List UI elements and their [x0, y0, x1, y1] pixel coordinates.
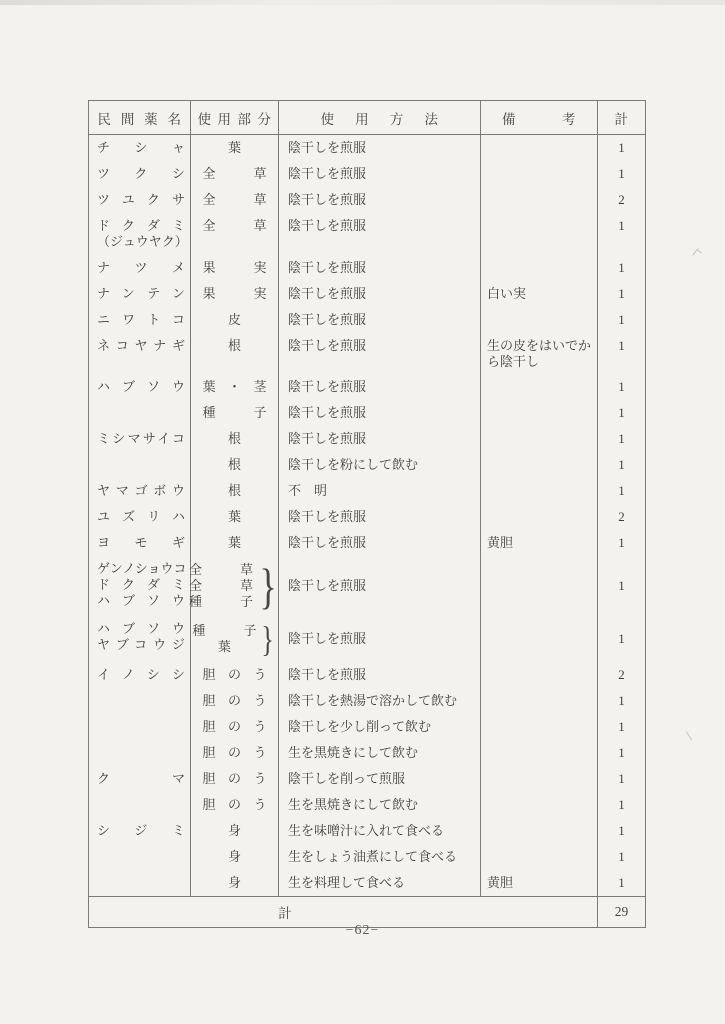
name-cell [89, 187, 191, 213]
note-cell [481, 714, 598, 740]
method-cell: 生をしょう油煮にして食べる [279, 844, 481, 870]
part-cell [191, 213, 279, 255]
table-row [89, 333, 646, 374]
note-cell [481, 844, 598, 870]
part-text: 種子 [192, 623, 257, 638]
note-cell [481, 740, 598, 766]
method-cell: 陰干しを煎服 [279, 255, 481, 281]
part-cell [191, 374, 279, 400]
count-cell: 2 [598, 662, 646, 688]
name-text: ミシマサイコ [97, 431, 185, 446]
count-cell: 1 [598, 255, 646, 281]
note-cell [481, 426, 598, 452]
name-cell [89, 662, 191, 688]
part-text: 身 [227, 875, 241, 890]
note-cell [481, 255, 598, 281]
part-cell [191, 135, 279, 162]
note-cell [481, 135, 598, 162]
part-text: 根 [227, 431, 241, 446]
table-body [89, 135, 646, 897]
note-cell [481, 187, 598, 213]
part-text: 種子 [189, 594, 253, 609]
part-text: 全草 [202, 166, 267, 181]
note-cell [481, 504, 598, 530]
header-method-label: 使用方法 [320, 111, 439, 127]
table-row [89, 714, 646, 740]
name-text: ドクダミ [97, 218, 185, 233]
page-number: −62− [345, 923, 380, 938]
part-cell [191, 662, 279, 688]
note-cell [481, 213, 598, 255]
note-cell [481, 161, 598, 187]
part-text: 胆のう [202, 719, 267, 734]
note-cell [481, 616, 598, 662]
count-cell: 1 [598, 870, 646, 897]
name-cell [89, 374, 191, 400]
name-cell [89, 792, 191, 818]
table-row [89, 478, 646, 504]
count-cell: 2 [598, 187, 646, 213]
name-cell [89, 333, 191, 374]
name-cell [89, 400, 191, 426]
header-note-label: 備考 [502, 111, 576, 127]
method-cell: 生を黒焼きにして飲む [279, 740, 481, 766]
part-cell [191, 870, 279, 897]
table-row [89, 281, 646, 307]
part-cell [191, 161, 279, 187]
note-cell [481, 400, 598, 426]
part-cell [191, 452, 279, 478]
part-text: 根 [227, 338, 241, 353]
name-cell [89, 281, 191, 307]
method-cell: 陰干しを少し削って飲む [279, 714, 481, 740]
method-cell: 陰干しを煎服 [279, 307, 481, 333]
part-cell [191, 556, 279, 616]
table-row [89, 870, 646, 897]
name-cell [89, 530, 191, 556]
count-cell: 1 [598, 844, 646, 870]
name-text: ニワトコ [97, 312, 185, 327]
table-row [89, 662, 646, 688]
header-note [481, 101, 598, 135]
name-text: ハブソウ [97, 593, 185, 608]
part-text: 身 [227, 849, 241, 864]
note-cell: 生の皮をはいでから陰干し [481, 333, 598, 374]
table-row [89, 374, 646, 400]
part-cell [191, 400, 279, 426]
total-count: 29 [598, 897, 646, 928]
table-row [89, 187, 646, 213]
group-brace: } [261, 619, 275, 659]
name-text: （ジュウヤク） [97, 234, 188, 249]
method-cell: 陰干しを煎服 [279, 161, 481, 187]
note-cell: 黄胆 [481, 530, 598, 556]
header-method [279, 101, 481, 135]
table-row [89, 161, 646, 187]
part-text: 葉 [227, 509, 241, 524]
name-cell [89, 844, 191, 870]
part-cell [191, 187, 279, 213]
table-row [89, 818, 646, 844]
method-cell: 陰干しを煎服 [279, 135, 481, 162]
part-text: 種子 [202, 405, 267, 420]
table-row [89, 135, 646, 162]
part-cell [191, 426, 279, 452]
scan-artifact [686, 728, 698, 741]
method-cell: 陰干しを煎服 [279, 556, 481, 616]
method-cell: 陰干しを煎服 [279, 333, 481, 374]
name-text: クマ [97, 771, 185, 786]
count-cell: 1 [598, 818, 646, 844]
name-cell [89, 688, 191, 714]
table-row [89, 766, 646, 792]
part-cell [191, 766, 279, 792]
table-row [89, 504, 646, 530]
name-cell [89, 213, 191, 255]
table-row [89, 792, 646, 818]
name-text: イノシシ [97, 667, 185, 682]
scan-artifact [692, 248, 705, 261]
table-row [89, 400, 646, 426]
name-text: ハブソウ [97, 621, 185, 636]
name-cell [89, 478, 191, 504]
table-row [89, 307, 646, 333]
count-cell: 1 [598, 374, 646, 400]
part-cell [191, 818, 279, 844]
part-text: 胆のう [202, 797, 267, 812]
name-cell [89, 818, 191, 844]
part-cell [191, 844, 279, 870]
method-cell: 陰干しを煎服 [279, 530, 481, 556]
note-cell [481, 452, 598, 478]
part-text: 葉 [227, 140, 241, 155]
count-cell: 1 [598, 213, 646, 255]
header-name [89, 101, 191, 135]
method-cell: 生を料理して食べる [279, 870, 481, 897]
name-text: ナツメ [97, 260, 185, 275]
table-row [89, 255, 646, 281]
part-text: 胆のう [202, 693, 267, 708]
name-text: ヤブコウジ [97, 637, 185, 652]
note-cell: 白い実 [481, 281, 598, 307]
name-cell [89, 307, 191, 333]
part-text: 全草 [189, 562, 253, 577]
count-cell: 1 [598, 281, 646, 307]
part-text: 全草 [189, 578, 253, 593]
name-cell [89, 556, 191, 616]
method-cell: 陰干しを煎服 [279, 426, 481, 452]
name-cell [89, 135, 191, 162]
method-cell: 陰干しを煎服 [279, 374, 481, 400]
part-cell [191, 478, 279, 504]
part-text: 胆のう [202, 771, 267, 786]
name-text: ユズリハ [97, 509, 185, 524]
part-text: 根 [227, 457, 241, 472]
name-text: シジミ [97, 823, 185, 838]
note-cell [481, 478, 598, 504]
note-cell [481, 307, 598, 333]
name-cell [89, 426, 191, 452]
part-text: 身 [227, 823, 241, 838]
name-cell [89, 161, 191, 187]
count-cell: 2 [598, 504, 646, 530]
method-cell: 不 明 [279, 478, 481, 504]
total-label: 計 [89, 897, 598, 928]
part-text: 果実 [202, 286, 267, 301]
count-cell: 1 [598, 530, 646, 556]
name-cell [89, 255, 191, 281]
part-cell [191, 616, 279, 662]
part-cell [191, 792, 279, 818]
count-cell: 1 [598, 307, 646, 333]
count-cell: 1 [598, 792, 646, 818]
method-cell: 生を黒焼きにして飲む [279, 792, 481, 818]
note-cell: 黄胆 [481, 870, 598, 897]
part-cell [191, 530, 279, 556]
part-text: 葉 [227, 535, 241, 550]
name-text: ネコヤナギ [97, 338, 185, 353]
note-cell [481, 662, 598, 688]
method-cell: 陰干しを削って煎服 [279, 766, 481, 792]
table-row [89, 740, 646, 766]
count-cell: 1 [598, 616, 646, 662]
method-cell: 陰干しを煎服 [279, 213, 481, 255]
note-cell [481, 374, 598, 400]
count-cell: 1 [598, 426, 646, 452]
part-cell [191, 740, 279, 766]
name-cell [89, 452, 191, 478]
part-text: 全草 [202, 192, 267, 207]
name-cell [89, 616, 191, 662]
header-name-label: 民間薬名 [97, 111, 182, 127]
part-cell [191, 255, 279, 281]
header-row [89, 101, 646, 135]
part-text: 葉・茎 [202, 379, 267, 394]
name-cell [89, 504, 191, 530]
method-cell: 陰干しを煎服 [279, 400, 481, 426]
part-text: 胆のう [202, 745, 267, 760]
table-row [89, 688, 646, 714]
count-cell: 1 [598, 400, 646, 426]
part-cell [191, 714, 279, 740]
count-cell: 1 [598, 135, 646, 162]
note-cell [481, 766, 598, 792]
header-count [598, 101, 646, 135]
table-row [89, 844, 646, 870]
header-part [191, 101, 279, 135]
name-text: ツクシ [97, 166, 185, 181]
name-cell [89, 870, 191, 897]
table-row [89, 616, 646, 662]
count-cell: 1 [598, 556, 646, 616]
count-cell: 1 [598, 333, 646, 374]
count-cell: 1 [598, 161, 646, 187]
part-text: 全草 [202, 218, 267, 233]
count-cell: 1 [598, 766, 646, 792]
name-text: ナンテン [97, 286, 185, 301]
method-cell: 陰干しを煎服 [279, 662, 481, 688]
header-part-label: 使用部分 [197, 111, 272, 127]
method-cell: 陰干しを煎服 [279, 616, 481, 662]
method-cell: 陰干しを粉にして飲む [279, 452, 481, 478]
part-cell [191, 307, 279, 333]
name-text: ヤマゴボウ [97, 483, 185, 498]
name-text: ハブソウ [97, 379, 185, 394]
method-cell: 生を味噌汁に入れて食べる [279, 818, 481, 844]
table-row [89, 426, 646, 452]
part-cell [191, 333, 279, 374]
count-cell: 1 [598, 714, 646, 740]
count-cell: 1 [598, 688, 646, 714]
name-text: ヨモギ [97, 535, 185, 550]
method-cell: 陰干しを煎服 [279, 281, 481, 307]
note-cell [481, 688, 598, 714]
count-cell: 1 [598, 478, 646, 504]
part-text: 根 [227, 483, 241, 498]
count-cell: 1 [598, 740, 646, 766]
part-text: 胆のう [202, 667, 267, 682]
folk-medicine-table [88, 100, 646, 928]
method-cell: 陰干しを煎服 [279, 187, 481, 213]
name-text: チシャ [97, 140, 185, 155]
name-text: ゲンノショウコ [97, 561, 187, 576]
part-cell [191, 504, 279, 530]
note-cell [481, 556, 598, 616]
part-text: 葉 [217, 639, 231, 654]
count-cell: 1 [598, 452, 646, 478]
part-cell [191, 688, 279, 714]
method-cell: 陰干しを熱湯で溶かして飲む [279, 688, 481, 714]
name-cell [89, 714, 191, 740]
name-cell [89, 740, 191, 766]
note-cell [481, 792, 598, 818]
part-cell [191, 281, 279, 307]
table-row [89, 556, 646, 616]
table-row [89, 213, 646, 255]
part-text: 果実 [202, 260, 267, 275]
table-row [89, 530, 646, 556]
name-text: ツユクサ [97, 192, 185, 207]
header-count-label: 計 [614, 111, 629, 127]
note-cell [481, 818, 598, 844]
name-cell [89, 766, 191, 792]
method-cell: 陰干しを煎服 [279, 504, 481, 530]
table-row [89, 452, 646, 478]
name-text: ドクダミ [97, 577, 185, 592]
group-brace: } [259, 558, 277, 614]
part-text: 皮 [227, 312, 241, 327]
